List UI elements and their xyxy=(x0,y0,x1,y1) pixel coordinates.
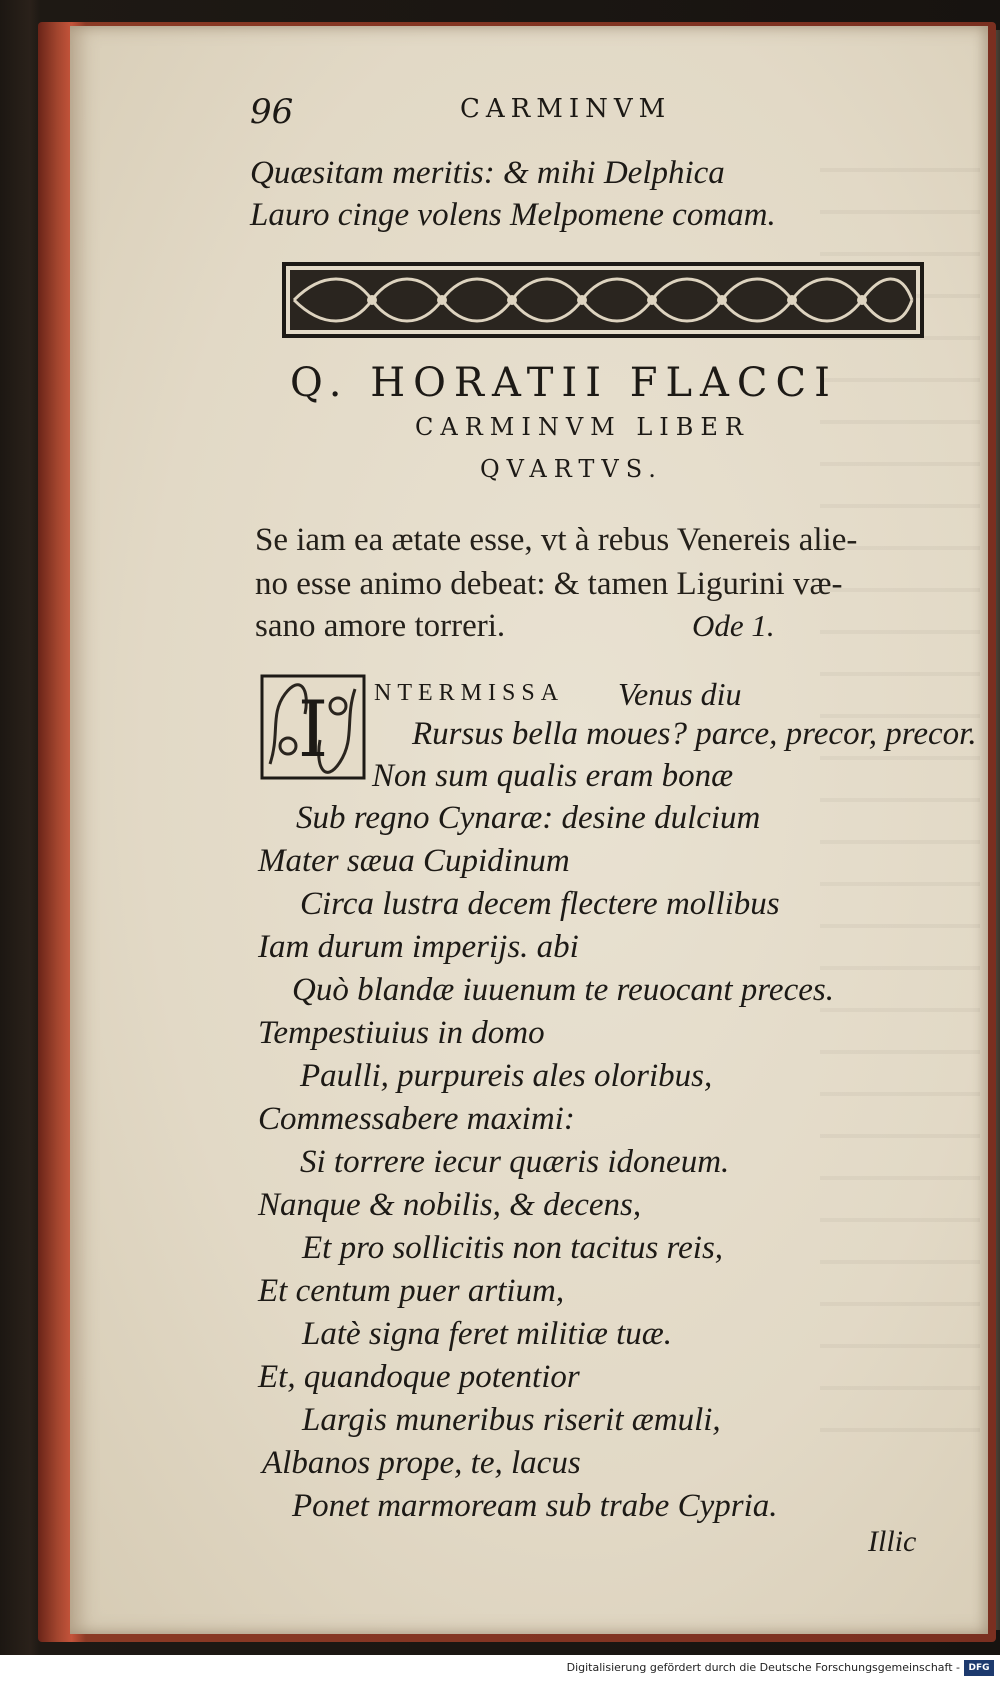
running-title: CARMINVM xyxy=(460,94,672,124)
poem-line: Mater sæua Cupidinum xyxy=(258,843,570,879)
first-line-caps: NTERMISSA xyxy=(374,680,565,706)
poem-line: Nanque & nobilis, & decens, xyxy=(258,1187,642,1223)
ode-label: Ode 1. xyxy=(692,608,775,643)
poem-line: Si torrere iecur quæris idoneum. xyxy=(300,1144,730,1180)
title-author: Q. HORATII FLACCI xyxy=(290,360,838,406)
dfg-logo: DFG xyxy=(964,1660,994,1676)
prev-poem-line: Quæsitam meritis: & mihi Delphica xyxy=(250,155,725,191)
title-work: CARMINVM LIBER xyxy=(415,413,750,441)
poem-line: Latè signa feret militiæ tuæ. xyxy=(302,1316,673,1352)
digitization-footer xyxy=(0,1655,1000,1683)
argument-line: no esse animo debeat: & tamen Ligurini væ- xyxy=(255,566,843,602)
page-number: 96 xyxy=(250,92,294,132)
poem-line: Et centum puer artium, xyxy=(258,1273,565,1309)
poem-line: Et pro sollicitis non tacitus reis, xyxy=(302,1230,724,1266)
headpiece-ornament xyxy=(282,262,924,338)
poem-line: Ponet marmoream sub trabe Cypria. xyxy=(292,1488,778,1524)
poem-line: Tempestiuius in domo xyxy=(258,1015,545,1051)
argument-line: sano amore torreri. xyxy=(255,608,506,644)
poem-line: Circa lustra decem flectere mollibus xyxy=(300,886,780,922)
catchword: Illic xyxy=(868,1525,917,1558)
poem-line: Rursus bella moues? parce, precor, precor. xyxy=(412,716,977,752)
poem-line: Quò blandæ iuuenum te reuocant preces. xyxy=(292,972,834,1008)
decorated-initial xyxy=(260,674,366,780)
poem-line: Et, quandoque potentior xyxy=(258,1359,580,1395)
first-line-rest: Venus diu xyxy=(618,676,742,712)
prev-poem-line: Lauro cinge volens Melpomene comam. xyxy=(250,197,776,233)
poem-line: Paulli, purpureis ales oloribus, xyxy=(300,1058,713,1094)
initial-letter: I xyxy=(297,685,329,775)
poem-line: Sub regno Cynaræ: desine dulcium xyxy=(296,800,761,836)
poem-line: Non sum qualis eram bonæ xyxy=(372,758,734,794)
title-book: QVARTVS. xyxy=(480,455,663,483)
poem-line: Commessabere maximi: xyxy=(258,1101,575,1137)
footer-credit: Digitalisierung gefördert durch die Deutsche Forschungsgemeinschaft - xyxy=(566,1661,960,1674)
poem-line: Largis muneribus riserit æmuli, xyxy=(302,1402,721,1438)
argument-line: Se iam ea ætate esse, vt à rebus Venereis alie- xyxy=(255,522,858,558)
poem-line: Albanos prope, te, lacus xyxy=(262,1445,581,1481)
poem-line: Iam durum imperijs. abi xyxy=(258,929,579,965)
